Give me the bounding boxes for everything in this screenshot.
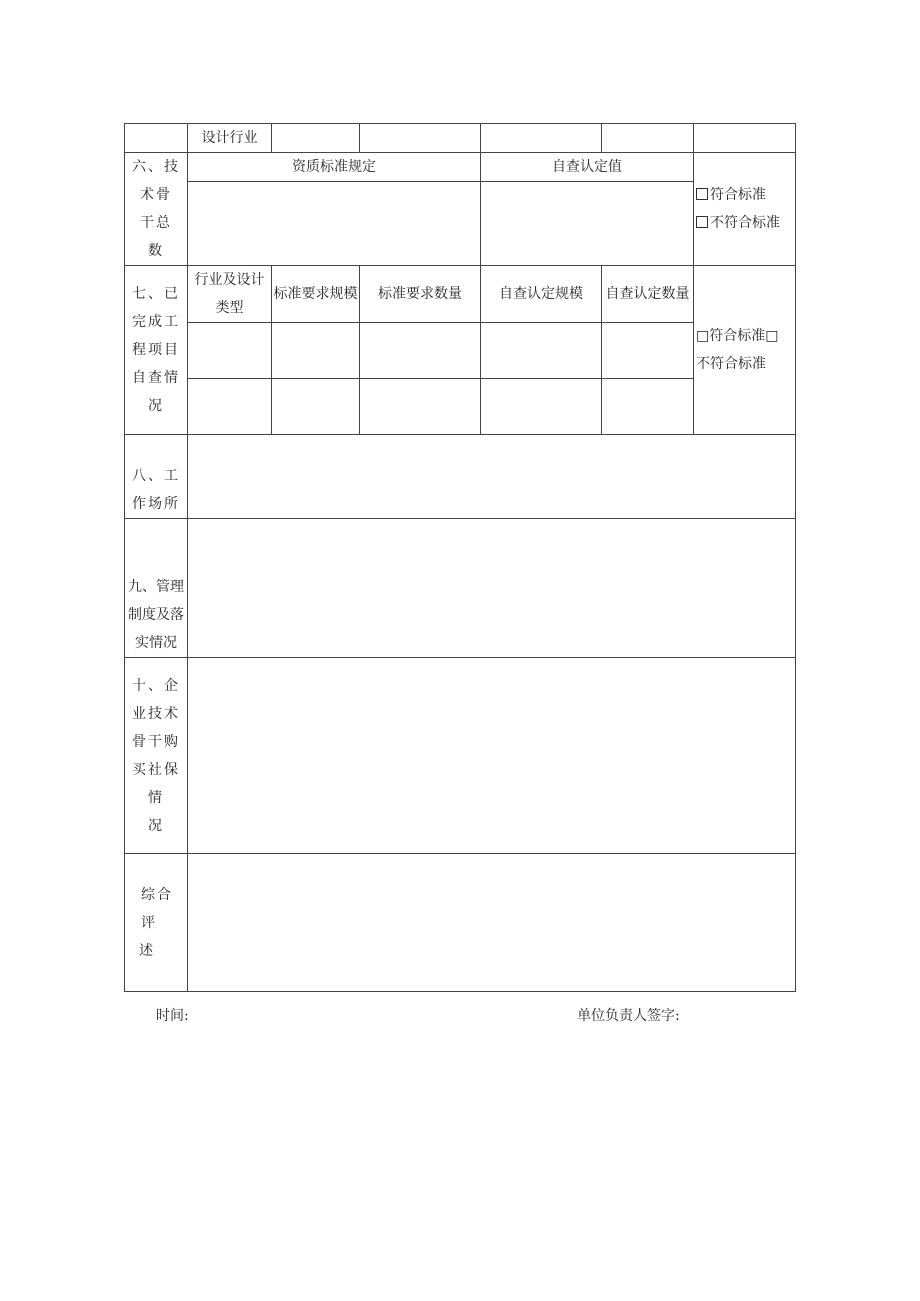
summary-content[interactable] [188, 854, 796, 992]
section7-title-line: 况 [148, 398, 164, 414]
section10-title-line: 买社保 [132, 761, 180, 778]
selfcheck-header: 自查认定值 [481, 153, 694, 182]
empty-cell[interactable] [481, 124, 602, 153]
summary-row [125, 854, 796, 992]
section8-row [125, 435, 796, 519]
empty-cell[interactable] [481, 323, 602, 379]
assessment-form [124, 123, 796, 992]
section7-title [125, 266, 188, 435]
empty-cell [125, 124, 188, 153]
section10-title-line: 骨干购 [132, 733, 180, 750]
section7-header-row [125, 266, 796, 323]
nonconform-option[interactable]: 不符合标准 [696, 209, 795, 237]
industry-type-header: 行业及设计类型 [188, 266, 272, 323]
section10-title-line: 况 [148, 817, 164, 834]
checkbox-icon[interactable] [696, 188, 708, 200]
empty-cell[interactable] [694, 124, 796, 153]
std-scale-header: 标准要求规模 [272, 266, 360, 323]
summary-title [125, 854, 188, 992]
section8-title [125, 435, 188, 519]
time-label: 时间: [156, 1008, 189, 1024]
section9-title-line: 九、管理 [128, 579, 184, 595]
summary-title-line: 综合评 [141, 886, 173, 931]
design-industry-label: 设计行业 [188, 124, 272, 153]
empty-cell[interactable] [188, 379, 272, 435]
std-qty-header: 标准要求数量 [360, 266, 481, 323]
empty-cell[interactable] [481, 379, 602, 435]
section8-title-line: 八、工 [132, 468, 180, 484]
section10-title-line: 情 [148, 789, 164, 806]
empty-cell[interactable] [602, 124, 694, 153]
standard-header: 资质标准规定 [188, 153, 481, 182]
section7-check-line[interactable]: 不符合标准 [696, 356, 766, 372]
empty-cell[interactable] [602, 379, 694, 435]
selfcheck-value-cell[interactable] [481, 182, 694, 266]
summary-title-line: 述 [139, 942, 155, 959]
empty-cell[interactable] [272, 379, 360, 435]
empty-cell[interactable] [188, 323, 272, 379]
section9-title [125, 519, 188, 658]
section8-title-line: 作场所 [132, 496, 180, 512]
empty-cell[interactable] [272, 323, 360, 379]
section9-title-line: 实情况 [135, 635, 177, 651]
section6-header-row [125, 153, 796, 182]
section7-check [694, 266, 796, 435]
design-industry-row [125, 124, 796, 153]
section6-title-line: 数 [148, 243, 164, 259]
section7-title-line: 自查情 [132, 370, 180, 386]
section6-title-line: 干总 [140, 215, 172, 231]
section8-content[interactable] [188, 435, 796, 519]
empty-cell[interactable] [272, 124, 360, 153]
self-qty-header: 自查认定数量 [602, 266, 694, 323]
section10-content[interactable] [188, 658, 796, 854]
empty-cell[interactable] [360, 124, 481, 153]
section7-title-line: 完成工 [132, 314, 180, 330]
section7-title-line: 程项目 [132, 342, 180, 358]
self-scale-header: 自查认定规模 [481, 266, 602, 323]
section10-title-line: 十、企 [132, 677, 180, 694]
section7-check-line[interactable]: □符合标准□ [696, 328, 779, 344]
signature-label: 单位负责人签字: [577, 1008, 680, 1024]
section10-title [125, 658, 188, 854]
empty-cell[interactable] [360, 323, 481, 379]
checkbox-icon[interactable] [696, 216, 708, 228]
section7-title-line: 七、已 [132, 286, 180, 302]
section9-title-line: 制度及落 [128, 607, 184, 623]
section9-row [125, 519, 796, 658]
section10-row [125, 658, 796, 854]
section9-content[interactable] [188, 519, 796, 658]
standard-value-cell[interactable] [188, 182, 481, 266]
section6-title-line: 术骨 [140, 187, 172, 203]
empty-cell[interactable] [602, 323, 694, 379]
empty-cell[interactable] [360, 379, 481, 435]
section6-check [694, 153, 796, 266]
section6-title-line: 六、技 [132, 159, 180, 175]
section6-title [125, 153, 188, 266]
conform-option[interactable]: 符合标准 [696, 181, 795, 209]
section10-title-line: 业技术 [132, 705, 180, 722]
